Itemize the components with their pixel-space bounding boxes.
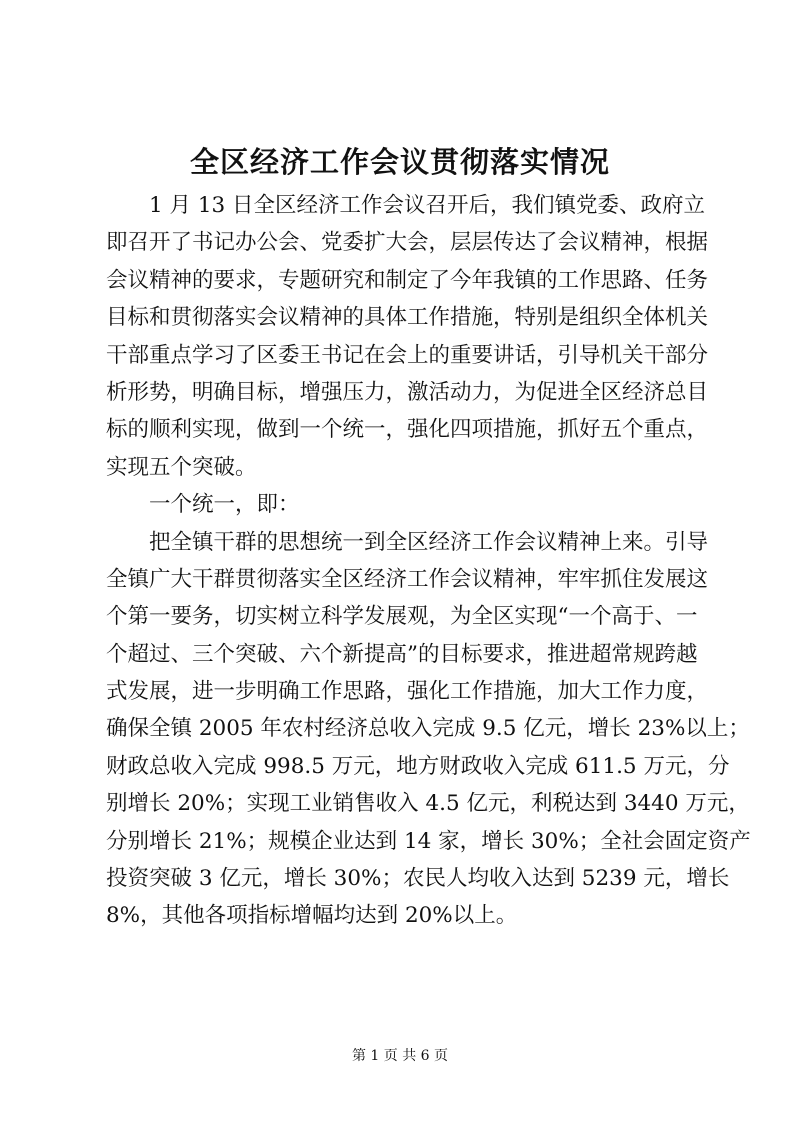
paragraph-3-line-4: 个超过、三个突破、六个新提高”的目标要求，推进超常规跨越: [106, 641, 698, 667]
paragraph-3-line-7: 财政总收入完成 998.5 万元，地方财政收入完成 611.5 万元，分: [106, 753, 730, 779]
paragraph-3-line-1: 把全镇干群的思想统一到全区经济工作会议精神上来。引导: [149, 529, 709, 555]
paragraph-1-line-7: 标的顺利实现，做到一个统一，强化四项措施，抓好五个重点，: [106, 417, 709, 443]
document-body: [106, 187, 751, 935]
paragraph-1-line-3: 会议精神的要求，专题研究和制定了今年我镇的工作思路、任务: [106, 267, 709, 293]
paragraph-3-line-10: 投资突破 3 亿元，增长 30%；农民人均收入达到 5239 元，增长: [106, 866, 730, 892]
paragraph-3-line-5: 式发展，进一步明确工作思路，强化工作措施，加大工作力度，: [106, 679, 709, 705]
page-number-footer: 第 1 页 共 6 页: [351, 1048, 449, 1064]
paragraph-2-heading: 一个统一，即：: [149, 492, 300, 518]
paragraph-3-line-6: 确保全镇 2005 年农村经济总收入完成 9.5 亿元，增长 23%以上；: [106, 716, 750, 742]
paragraph-1-line-8: 实现五个突破。: [106, 454, 257, 480]
paragraph-3-line-2: 全镇广大干群贯彻落实全区经济工作会议精神，牢牢抓住发展这: [106, 566, 709, 592]
paragraph-1-line-6: 析形势，明确目标，增强压力，激活动力，为促进全区经济总目: [106, 379, 709, 405]
paragraph-1-line-2: 即召开了书记办公会、党委扩大会，层层传达了会议精神，根据: [106, 230, 709, 256]
paragraph-1-line-4: 目标和贯彻落实会议精神的具体工作措施，特别是组织全体机关: [106, 305, 709, 331]
paragraph-1-line-1: 1 月 13 日全区经济工作会议召开后，我们镇党委、政府立: [149, 193, 706, 218]
paragraph-3-line-9: 分别增长 21%；规模企业达到 14 家，增长 30%；全社会固定资产: [106, 828, 751, 854]
paragraph-3-line-11: 8%，其他各项指标增幅均达到 20%以上。: [106, 903, 518, 929]
paragraph-3-line-8: 别增长 20%；实现工业销售收入 4.5 亿元，利税达到 3440 万元，: [106, 791, 750, 817]
paragraph-1-line-5: 干部重点学习了区委王书记在会上的重要讲话，引导机关干部分: [106, 342, 709, 368]
paragraph-3-line-3: 个第一要务，切实树立科学发展观，为全区实现“一个高于、一: [106, 604, 698, 630]
document-title: 全区经济工作会议贯彻落实情况: [189, 145, 610, 179]
